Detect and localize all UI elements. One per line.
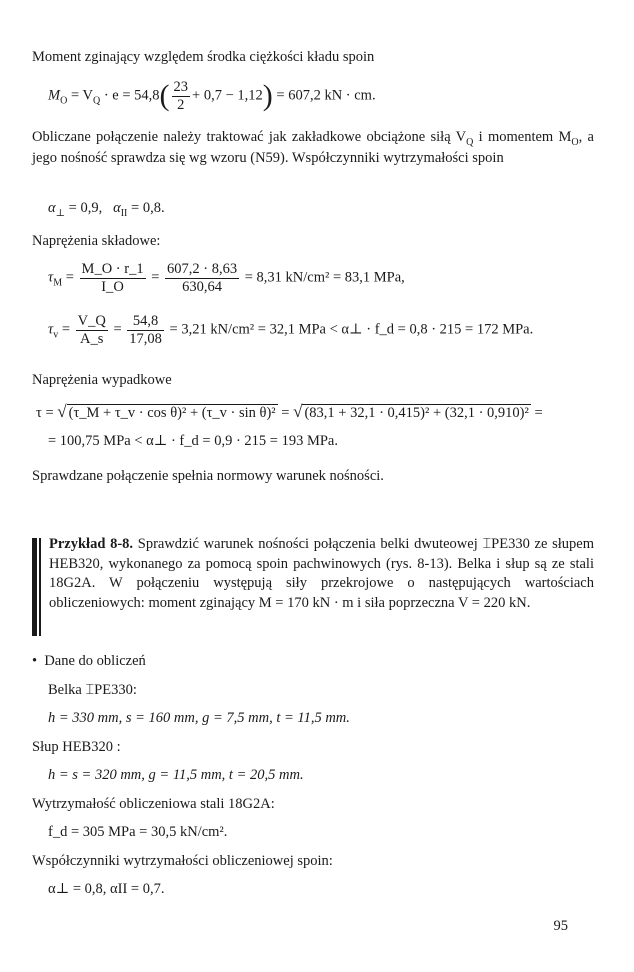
equation-alpha-coefficients: $\alpha_\perp = 0,9$, $\alpha_{II} = 0,8$. <box>48 200 165 219</box>
fraction-tau-m-numeric: $\frac{607,2 \cdot 8,63}{630,64}$ <box>167 261 238 295</box>
page-number: 95 <box>553 918 568 934</box>
equation-beam-dimensions: h = 330 mm, s = 160 mm, g = 7,5 mm, t = 11,5 mm. <box>48 710 350 726</box>
equation-tau-resultant-result: = 100,75 MPa < α⊥ · f_d = 0,9 · 215 = 193 MPa. <box>48 433 338 449</box>
fraction-tau-v-symbolic: $\frac{V\_Q}{A\_s}$ <box>77 313 106 347</box>
sqrt-symbolic: (τ_M + τ_v · cos θ)² + (τ_v · sin θ)² <box>68 405 276 421</box>
equation-weld-coefficients: α⊥ = 0,8, αII = 0,7. <box>48 881 165 897</box>
paragraph-connection-treatment: Obliczane połączenie należy traktować jak zakładkowe obciążone siłą $V_Q$ i momentem $M_O$, a jego nośność sprawdza się wg wzoru (N59). Współczynniki wytrzymałości spoin <box>32 129 594 167</box>
fraction-tau-m-symbolic: $\frac{M\_O \cdot r\_1}{I\_O}$ <box>81 261 144 295</box>
equation-tau-m: $\tau_M$ = $\frac{M\_O \cdot r\_1}{I\_O}$ = $\frac{607,2 \cdot 8,63}{630,64}$ = 8,31 kN/cm² = 83,1 MPa, <box>48 261 405 295</box>
label-weld-coefficients: Współczynniki wytrzymałości obliczeniowej spoin: <box>32 853 333 869</box>
example-8-8: Przykład 8-8. Sprawdzić warunek nośności połączenia belki dwuteowej ⌶PE330 ze słupem HEB320, wykonanego za pomocą spoin pachwinowych (rys. 8-13). Belka i słup są ze stali 18G2A. W połączeniu występują siły przekrojowe o następujących wartościach obliczeniowych: moment zginający M = 170 kN · m i siła poprzeczna V = 220 kN. <box>49 536 594 611</box>
fraction-tau-v-numeric: $\frac{54,8}{17,08}$ <box>129 313 162 347</box>
equation-tau-resultant: τ = √ (τ_M + τ_v · cos θ)² + (τ_v · sin θ)² = √ (83,1 + 32,1 · 0,415)² + (32,1 · 0,910)² = <box>36 402 543 421</box>
label-column: Słup HEB320 : <box>32 739 121 755</box>
equation-moment: $M_O = V_Q \cdot e = 54,8$( $\frac{23}{2}$ + 0,7 − 1,12) = 607,2 kN · cm. <box>48 79 376 113</box>
paragraph-bending-moment: Moment zginający względem środka ciężkości kładu spoin <box>32 49 375 65</box>
bullet-input-data: • Dane do obliczeń <box>32 653 146 669</box>
paragraph-component-stresses: Naprężenia składowe: <box>32 233 161 249</box>
paragraph-resultant-stresses: Naprężenia wypadkowe <box>32 372 172 388</box>
fraction-23-2: $\frac{23}{2}$ <box>173 79 189 113</box>
bullet-icon: • <box>32 653 38 669</box>
example-marker-bar <box>32 538 37 636</box>
label-beam: Belka ⌶PE330: <box>48 682 137 698</box>
equation-tau-v: $\tau_v$ = $\frac{V\_Q}{A\_s}$ = $\frac{54,8}{17,08}$ = 3,21 kN/cm² = 32,1 MPa < α⊥ · f_d = 0,8 · 215 = 172 MPa. <box>48 313 534 347</box>
label-steel-strength: Wytrzymałość obliczeniowa stali 18G2A: <box>32 796 275 812</box>
example-marker-bar-thin <box>39 538 41 636</box>
example-label: Przykład 8-8. <box>49 536 134 552</box>
equation-column-dimensions: h = s = 320 mm, g = 11,5 mm, t = 20,5 mm. <box>48 767 304 783</box>
equation-steel-strength: f_d = 305 MPa = 30,5 kN/cm². <box>48 824 228 840</box>
paragraph-conclusion: Sprawdzane połączenie spełnia normowy warunek nośności. <box>32 468 384 484</box>
sqrt-numeric: (83,1 + 32,1 · 0,415)² + (32,1 · 0,910)² <box>304 405 529 421</box>
